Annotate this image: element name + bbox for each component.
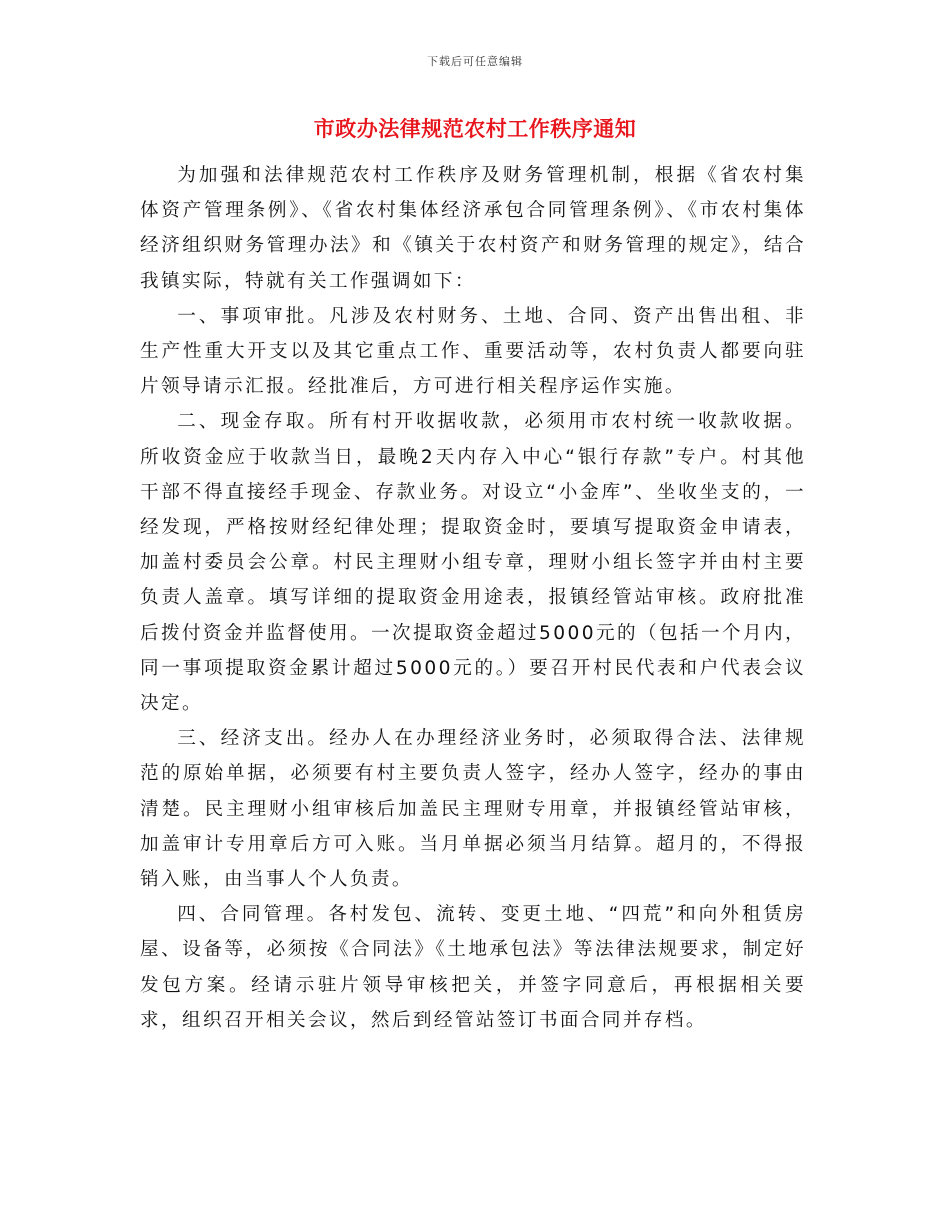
paragraph-intro: 为加强和法律规范农村工作秩序及财务管理机制，根据《省农村集体资产管理条例》、《省农村集体经济承包合同管理条例》、《市农村集体经济组织财务管理办法》和《镇关于农村资产和财务管理的规定》，结合我镇实际，特就有关工作强调如下：	[140, 165, 806, 292]
paragraph-item-approval: 一、事项审批。凡涉及农村财务、土地、合同、资产出售出租、非生产性重大开支以及其它重点工作、重要活动等，农村负责人都要向驻片领导请示汇报。经批准后，方可进行相关程序运作实施。	[140, 305, 806, 398]
paragraph-item-contract: 四、合同管理。各村发包、流转、变更土地、“四荒”和向外租赁房屋、设备等，必须按《合同法》《土地承包法》等法律法规要求，制定好发包方案。经请示驻片领导审核把关，并签字同意后，再根据相关要求，组织召开相关会议，然后到经管站签订书面合同并存档。	[140, 904, 806, 1031]
paragraph-item-expenditure: 三、经济支出。经办人在办理经济业务时，必须取得合法、法律规范的原始单据，必须要有村主要负责人签字，经办人签字，经办的事由清楚。民主理财小组审核后加盖民主理财专用章，并报镇经管站审核，加盖审计专用章后方可入账。当月单据必须当月结算。超月的，不得报销入账，由当事人个人负责。	[140, 728, 806, 891]
header-note: 下载后可任意编辑	[427, 55, 523, 68]
document-body	[140, 158, 806, 1038]
paragraph-item-cash: 二、现金存取。所有村开收据收款，必须用市农村统一收款收据。所收资金应于收款当日，最晚2天内存入中心“银行存款”专户。村其他干部不得直接经手现金、存款业务。对设立“小金库”、坐收坐支的，一经发现，严格按财经纪律处理；提取资金时，要填写提取资金申请表，加盖村委员会公章。村民主理财小组专章，理财小组长签字并由村主要负责人盖章。填写详细的提取资金用途表，报镇经管站审核。政府批准后拨付资金并监督使用。一次提取资金超过5000元的（包括一个月内，同一事项提取资金累计超过5000元的。）要召开村民代表和户代表会议决定。	[140, 411, 806, 715]
document-title: 市政办法律规范农村工作秩序通知	[313, 116, 637, 141]
